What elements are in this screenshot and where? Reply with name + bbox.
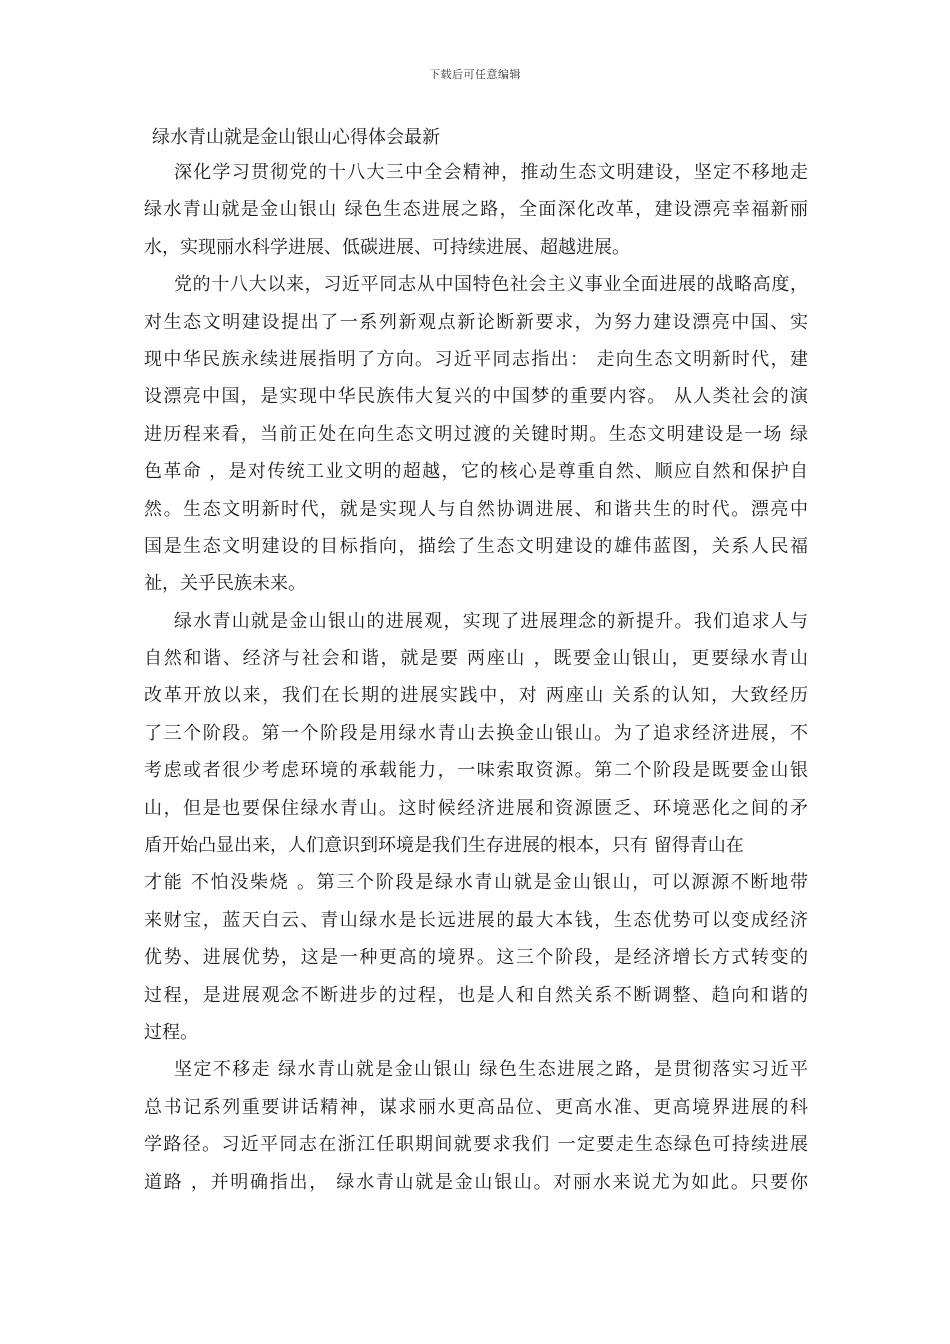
text-line: 然。生态文明新时代，就是实现人与自然协调进展、和谐共生的时代。漂亮中 [144, 498, 808, 520]
text-line: 党的十八大以来，习近平同志从中国特色社会主义事业全面进展的战略高度， [174, 274, 808, 296]
text-line: 祉，关乎民族未来。 [144, 573, 306, 595]
text-line: 改革开放以来，我们在长期的进展实践中，对 两座山 关系的认知，大致经历 [144, 685, 808, 707]
document-title: 绿水青山就是金山银山心得体会最新 [152, 127, 440, 148]
text-line: 水，实现丽水科学进展、低碳进展、可持续进展、超越进展。 [144, 236, 630, 258]
text-line: 现中华民族永续进展指明了方向。习近平同志指出： 走向生态文明新时代，建 [144, 348, 808, 370]
text-line: 色革命 ，是对传统工业文明的超越，它的核心是尊重自然、顺应自然和保护自 [144, 461, 808, 483]
page-header: 下载后可任意编辑 [429, 68, 521, 81]
text-line: 总书记系列重要讲话精神，谋求丽水更高品位、更高水准、更高境界进展的科 [144, 1096, 808, 1118]
document-body [144, 154, 808, 1201]
text-line: 来财宝，蓝天白云、青山绿水是长远进展的最大本钱，生态优势可以变成经济 [144, 909, 808, 931]
text-line: 绿水青山就是金山银山的进展观，实现了进展理念的新提升。我们追求人与 [174, 610, 808, 632]
text-line: 坚定不移走 绿水青山就是金山银山 绿色生态进展之路，是贯彻落实习近平 [174, 1059, 808, 1081]
text-line: 绿水青山就是金山银山 绿色生态进展之路，全面深化改革，建设漂亮幸福新丽 [144, 199, 808, 221]
text-line: 过程。 [144, 1021, 198, 1043]
text-line: 自然和谐、经济与社会和谐，就是要 两座山 ，既要金山银山，更要绿水青山 [144, 648, 808, 670]
text-line: 设漂亮中国，是实现中华民族伟大复兴的中国梦的重要内容。 从人类社会的演 [144, 386, 808, 408]
text-line: 道路 ，并明确指出， 绿水青山就是金山银山。对丽水来说尤为如此。只要你 [144, 1171, 808, 1193]
text-line: 深化学习贯彻党的十八大三中全会精神，推动生态文明建设，坚定不移地走 [174, 162, 808, 183]
text-line: 进历程来看，当前正处在向生态文明过渡的关键时期。生态文明建设是一场 绿 [144, 423, 808, 445]
text-line: 盾开始凸显出来，人们意识到环境是我们生存进展的根本，只有 留得青山在 [144, 835, 744, 857]
text-line: 学路径。习近平同志在浙江任职期间就要求我们 一定要走生态绿色可持续进展 [144, 1134, 808, 1156]
text-line: 优势、进展优势，这是一种更高的境界。这三个阶段，是经济增长方式转变的 [144, 947, 808, 969]
text-line: 山，但是也要保住绿水青山。这时候经济进展和资源匮乏、环境恶化之间的矛 [144, 797, 808, 819]
text-line: 国是生态文明建设的目标指向，描绘了生态文明建设的雄伟蓝图，关系人民福 [144, 535, 808, 557]
text-line: 才能 不怕没柴烧 。第三个阶段是绿水青山就是金山银山，可以源源不断地带 [144, 872, 808, 894]
text-line: 对生态文明建设提出了一系列新观点新论断新要求，为努力建设漂亮中国、实 [144, 311, 808, 333]
text-line: 了三个阶段。第一个阶段是用绿水青山去换金山银山。为了追求经济进展，不 [144, 722, 808, 744]
text-line: 考虑或者很少考虑环境的承载能力，一味索取资源。第二个阶段是既要金山银 [144, 760, 808, 782]
text-line: 过程，是进展观念不断进步的过程，也是人和自然关系不断调整、趋向和谐的 [144, 984, 808, 1006]
